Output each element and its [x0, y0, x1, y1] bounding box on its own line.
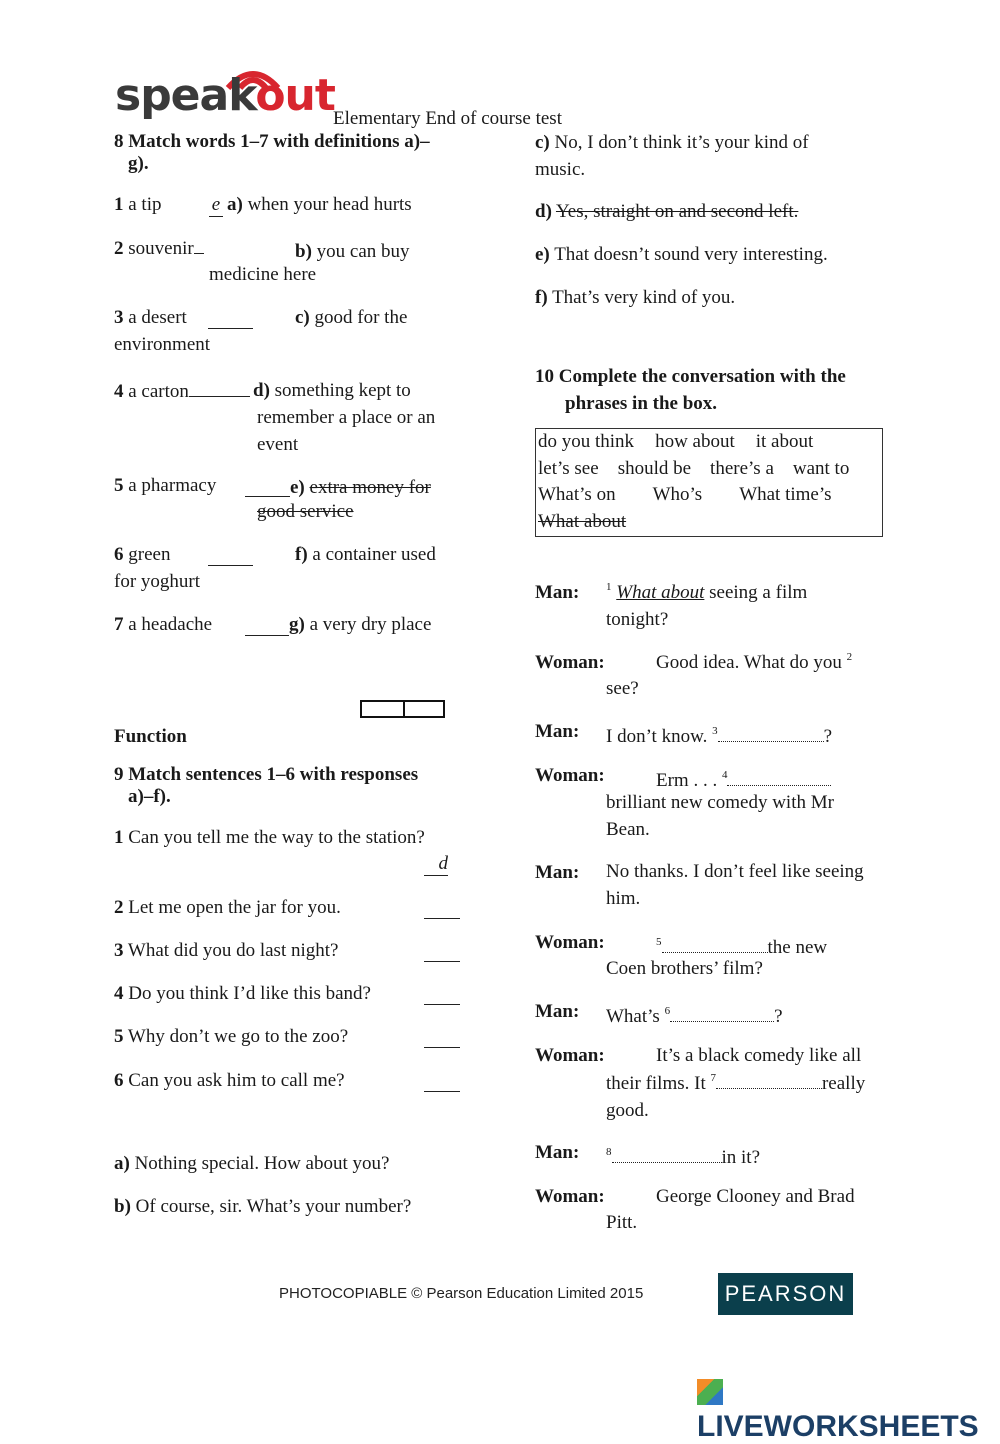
q8-answer-7[interactable] [245, 614, 289, 636]
q9-answer-2[interactable] [424, 897, 460, 919]
q9-answer-1[interactable]: d [424, 853, 448, 876]
q9-answer-6[interactable] [424, 1070, 460, 1092]
logo-speak: speak [115, 70, 256, 121]
q9-sentence-3: 3 What did you do last night? [114, 940, 339, 961]
q8-item-5: 5 a pharmacy [114, 475, 217, 496]
q10-title: 10 Complete the conversation with the phrases in the box. [535, 366, 846, 414]
q8-title: 8 Match words 1–7 with definitions a)– g). [114, 131, 430, 174]
page-subtitle: Elementary End of course test [333, 108, 562, 129]
q9-sentence-2: 2 Let me open the jar for you. [114, 897, 341, 918]
speaker-4: Woman: [535, 765, 605, 786]
q8-answer-3[interactable] [208, 307, 253, 329]
liveworksheets-icon [697, 1379, 723, 1405]
score-box [360, 700, 445, 718]
q9-answer-5[interactable] [424, 1026, 460, 1048]
q8-def-f: f) a container used [295, 544, 436, 565]
line-3: I don’t know. $^3$ ? [606, 721, 832, 748]
q9-sentence-1: 1 Can you tell me the way to the station? [114, 827, 425, 848]
line-2: Good idea. What do you $^2$ [656, 651, 853, 673]
speaker-9: Man: [535, 1142, 580, 1163]
function-heading: Function [114, 726, 187, 747]
speaker-2: Woman: [535, 652, 605, 673]
q9-response-c: c) No, I don’t think it’s your kind of music. [535, 132, 809, 180]
q9-title: 9 Match sentences 1–6 with responses a)–f). [114, 764, 419, 807]
answer-1[interactable]: What about [616, 582, 705, 603]
q9-answer-4[interactable] [424, 983, 460, 1005]
line-2b: see? [606, 678, 639, 699]
q8-item-2: 2 souvenir [114, 238, 204, 260]
q9-sentence-6: 6 Can you ask him to call me? [114, 1070, 345, 1091]
copyright-footer: PHOTOCOPIABLE © Pearson Education Limited 2015 [279, 1285, 644, 1302]
speaker-8: Woman: [535, 1045, 605, 1066]
q8-def-c: c) good for the [295, 307, 408, 328]
q9-response-b: b) Of course, sir. What’s your number? [114, 1196, 412, 1217]
q8-item-6: 6 green [114, 544, 171, 565]
line-4b: brilliant new comedy with Mr Bean. [606, 792, 834, 840]
q8-def-g: g) a very dry place [289, 614, 432, 635]
speakout-logo [115, 62, 335, 122]
blank-6[interactable] [670, 1001, 774, 1022]
line-9: $^8$ in it? [606, 1142, 760, 1169]
speaker-3: Man: [535, 721, 580, 742]
speaker-6: Woman: [535, 932, 605, 953]
q8-answer-6[interactable] [208, 544, 253, 566]
logo-out: out [255, 70, 335, 121]
q8-answer-1[interactable]: e [209, 194, 223, 217]
phrase-box: do you think how about it about let’s see should be there’s a want to What’s on Who’s What time’s What about [535, 428, 883, 537]
line-8: It’s a black comedy like all [656, 1045, 862, 1066]
blank-3[interactable] [718, 721, 824, 742]
blank-7[interactable] [716, 1068, 822, 1089]
speaker-1: Man: [535, 582, 580, 603]
q8-def-e: e) extra money for [290, 477, 431, 498]
q8-item-3: 3 a desert [114, 307, 187, 328]
line-6: $^5$ the new [656, 932, 827, 959]
q8-answer-5[interactable] [245, 475, 290, 497]
line-5: No thanks. I don’t feel like seeing him. [606, 861, 864, 909]
blank-5[interactable] [662, 932, 768, 953]
q9-answer-3[interactable] [424, 940, 460, 962]
q8-def-b: b) you can buy [295, 241, 410, 262]
line-6b: Coen brothers’ film? [606, 958, 763, 979]
q8-item-7: 7 a headache [114, 614, 213, 635]
q8-def-e-line2: good service [257, 501, 354, 522]
line-10: George Clooney and Brad [656, 1186, 855, 1207]
line-4: Erm . . . $^4$ [656, 765, 831, 792]
pearson-logo: PEARSON [718, 1273, 853, 1315]
q9-response-e: e) That doesn’t sound very interesting. [535, 244, 828, 265]
blank-8[interactable] [612, 1142, 722, 1163]
q8-def-c-line2: environment [114, 334, 211, 355]
line-1: $^1$ What about seeing a film tonight? [606, 581, 808, 630]
line-8b: their films. It $^7$ really good. [606, 1068, 865, 1124]
q8-def-f-line2: for yoghurt [114, 571, 201, 592]
q9-sentence-4: 4 Do you think I’d like this band? [114, 983, 371, 1004]
blank-4[interactable] [727, 765, 831, 786]
speaker-7: Man: [535, 1001, 580, 1022]
q8-def-d: d) something kept to remember a place or an event [253, 380, 436, 455]
liveworksheets-watermark: LIVEWORKSHEETS [697, 1376, 1000, 1444]
q9-response-a: a) Nothing special. How about you? [114, 1153, 390, 1174]
q8-item-1: 1 a tip [114, 194, 162, 215]
line-7: What’s $^6$ ? [606, 1001, 783, 1028]
q8-def-b-line2: medicine here [209, 264, 317, 285]
speaker-5: Man: [535, 862, 580, 883]
q8-item-4: 4 a carton [114, 378, 250, 403]
line-10b: Pitt. [606, 1212, 638, 1233]
q9-sentence-5: 5 Why don’t we go to the zoo? [114, 1026, 349, 1047]
speaker-10: Woman: [535, 1186, 605, 1207]
q8-def-a: a) when your head hurts [227, 194, 412, 215]
q9-response-d: d) Yes, straight on and second left. [535, 201, 799, 222]
q9-response-f: f) That’s very kind of you. [535, 287, 736, 308]
